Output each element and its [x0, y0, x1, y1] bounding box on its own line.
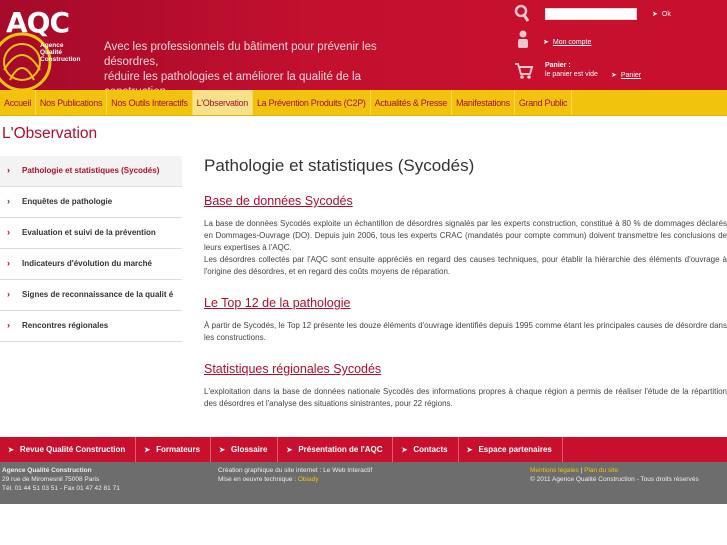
sidebar-item-label: Pathologie et statistiques (Sycodés) — [22, 166, 160, 175]
cart-link-label: Panier — [620, 72, 642, 79]
chevron-right-icon: › — [7, 258, 10, 268]
footer-separator: | — [580, 467, 583, 474]
tagline-line: réduire les pathologies et améliorer la qualité de la — [104, 71, 361, 83]
chevron-right-icon: › — [7, 165, 10, 175]
sidebar-item-label: Evaluation et suivi de la prévention — [22, 228, 156, 237]
logo-sub-line: Agence — [40, 42, 64, 49]
chevron-right-icon: › — [7, 227, 10, 237]
footer-nav-presentation[interactable] — [278, 437, 393, 462]
logo-text: AQC — [6, 6, 70, 39]
sidebar-item-label: Signes de reconnaissance de la qualit é — [22, 290, 174, 299]
footer-nav-glossaire[interactable] — [211, 437, 278, 462]
sidebar-item-label: Rencontres régionales — [22, 321, 109, 330]
arrow-icon: ➤ — [652, 11, 658, 18]
footer-nav-partenaires[interactable] — [459, 437, 563, 462]
paragraph: Les désordres collectés par l'AQC sont ensuite appréciés en regard des causes techniques, pour établir la hiérarchie des éléments d'ouvrage à l'origine des désordres, et en regard des coûts moyens de réparation. — [204, 255, 727, 276]
footer-credit-prefix: Mise en oeuvre technique : — [218, 476, 298, 483]
arrow-icon: ➤ — [219, 447, 225, 454]
nav-item-prevention[interactable]: La Prévention Produits (C2P) — [253, 90, 371, 115]
section-link-stats-regionales[interactable]: Statistiques régionales Sycodés — [204, 362, 382, 376]
nav-item-observation[interactable]: L'Observation — [193, 90, 253, 115]
site-header — [0, 0, 727, 90]
user-icon — [514, 30, 532, 48]
nav-item-accueil[interactable]: Accueil — [0, 90, 36, 115]
logo-sub-line: Qualité — [40, 49, 63, 56]
arrow-icon: ➤ — [466, 447, 473, 454]
sidebar-item-evaluation[interactable] — [0, 218, 182, 249]
cart-label: Panier : — [545, 62, 571, 69]
search-ok-button[interactable] — [652, 10, 671, 18]
sidebar — [0, 156, 182, 342]
section-link-base-donnees[interactable]: Base de données Sycodés — [204, 194, 353, 208]
legal-link[interactable]: Mentions légales — [530, 467, 579, 474]
footer-address — [2, 466, 120, 493]
footer-nav-label: Formateurs — [156, 445, 201, 454]
cart-link[interactable] — [611, 71, 641, 79]
cart-status: le panier est vide — [545, 71, 598, 78]
paragraph: La base de données Sycodés exploite un échantillon de désordres signalés par les experts construction, constitué à 80 % de dommages déclarés en Dommages-Ouvrage (DO). Depuis juin 2006, tous les experts CRAC (mandatés pour compte commun) doivent transmettre les conclusions de leurs expertises à l'AQC. — [204, 219, 727, 252]
footer-legal — [530, 466, 699, 484]
arrow-icon: ➤ — [611, 72, 617, 79]
sidebar-item-indicateurs[interactable] — [0, 249, 182, 280]
search-ok-label: Ok — [661, 11, 671, 18]
page-title: L'Observation — [2, 125, 98, 142]
footer-nav-label: Présentation de l'AQC — [298, 445, 383, 454]
sidebar-item-enquetes[interactable] — [0, 187, 182, 218]
cart-icon — [514, 62, 534, 80]
footer-nav-label: Espace partenaires — [478, 445, 552, 454]
sidebar-item-signes[interactable] — [0, 280, 182, 311]
footer-nav-label: Revue Qualité Construction — [19, 445, 126, 454]
logo-sub-line: Construction — [40, 56, 81, 63]
nav-item-grand-public[interactable]: Grand Public — [515, 90, 572, 115]
chevron-right-icon: › — [7, 289, 10, 299]
arrow-icon: ➤ — [286, 447, 293, 454]
arrow-icon: ➤ — [8, 447, 14, 454]
arrow-icon: ➤ — [543, 39, 549, 46]
footer-info — [0, 462, 727, 504]
section-text: L'exploitation dans la base de données nationale Sycodés des informations propres à chaque région a permis de réaliser l'étude de la répartition des désordres et l'analyse des situations sinistrantes, pour 22 régions. — [204, 387, 727, 408]
footer-credits — [218, 466, 372, 484]
footer-nav-label: Contacts — [413, 445, 448, 454]
arrow-icon: ➤ — [144, 447, 151, 454]
search-input[interactable] — [545, 8, 637, 20]
sidebar-item-pathologie[interactable] — [0, 156, 182, 187]
footer-org: Agence Qualité Construction — [2, 467, 92, 474]
footer-nav-contacts[interactable] — [393, 437, 458, 462]
main-content — [204, 156, 727, 428]
footer-credit-link[interactable]: Obiady — [297, 476, 319, 483]
sidebar-item-label: Indicateurs d'évolution du marché — [22, 259, 152, 268]
footer-nav-formateurs[interactable] — [136, 437, 211, 462]
footer-credit: Création graphique du site internet : Le Web Interactif — [218, 467, 373, 474]
sitemap-link[interactable]: Plan du site — [584, 467, 619, 474]
footer-nav — [0, 437, 727, 462]
footer-nav-revue[interactable] — [0, 437, 136, 462]
footer-address-line: 29 rue de Miromesnil 75008 Paris — [2, 476, 100, 483]
nav-item-actualites[interactable]: Actualités & Presse — [371, 90, 452, 115]
account-link-label: Mon compte — [552, 39, 592, 46]
section-text — [204, 218, 727, 278]
nav-item-outils[interactable]: Nos Outils Interactifs — [107, 90, 192, 115]
section-text: À partir de Sycodés, le Top 12 présente les douze éléments d'ouvrage identifiés depuis 1995 comme étant les principales causes de désordre dans les constructions. — [204, 321, 727, 342]
section-link-top12[interactable]: Le Top 12 de la pathologie — [204, 296, 351, 310]
sidebar-item-label: Enquêtes de pathologie — [22, 197, 113, 206]
nav-item-publications[interactable]: Nos Publications — [36, 90, 107, 115]
footer-phone: Tél. 01 44 51 03 51 - Fax 01 47 42 81 71 — [2, 485, 120, 492]
chevron-right-icon: › — [7, 196, 10, 206]
sidebar-item-rencontres[interactable] — [0, 311, 182, 342]
footer-credit — [218, 475, 372, 484]
tagline-line: Avec les professionnels du bâtiment pour prévenir les désordres, — [104, 41, 377, 68]
logo[interactable] — [0, 0, 95, 90]
chevron-right-icon: › — [7, 320, 10, 330]
nav-item-manifestations[interactable]: Manifestations — [452, 90, 515, 115]
search-icon — [514, 4, 532, 22]
footer-nav-label: Glossaire — [231, 445, 268, 454]
arrow-icon: ➤ — [401, 447, 408, 454]
main-nav — [0, 90, 727, 116]
content-heading: Pathologie et statistiques (Sycodés) — [204, 156, 475, 175]
footer-copyright: © 2011 Agence Qualité Construction - Tous droits réservés — [530, 476, 699, 483]
logo-subtitle — [40, 42, 100, 63]
account-link[interactable] — [543, 38, 591, 46]
